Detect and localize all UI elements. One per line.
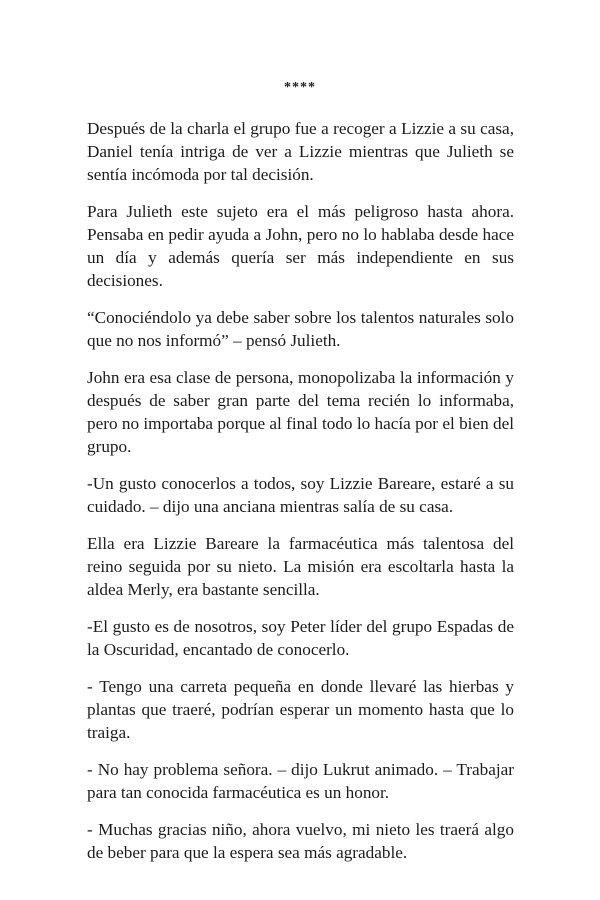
paragraph: Después de la charla el grupo fue a recoger a Lizzie a su casa, Daniel tenía intriga de ver a Lizzie mientras que Julieth se sentía incómoda por tal decisión. bbox=[87, 119, 514, 184]
paragraph: “Conociéndolo ya debe saber sobre los talentos naturales solo que no nos informó” – pensó Julieth. bbox=[87, 308, 514, 350]
paragraph: - Muchas gracias niño, ahora vuelvo, mi nieto les traerá algo de beber para que la espera sea más agradable. bbox=[87, 820, 514, 862]
paragraph: Ella era Lizzie Bareare la farmacéutica más talentosa del reino seguida por su nieto. La misión era escoltarla hasta la aldea Merly, era bastante sencilla. bbox=[87, 534, 514, 599]
paragraph: - No hay problema señora. – dijo Lukrut animado. – Trabajar para tan conocida farmacéutica es un honor. bbox=[87, 760, 514, 802]
section-separator: **** bbox=[284, 80, 316, 95]
paragraph: -El gusto es de nosotros, soy Peter líder del grupo Espadas de la Oscuridad, encantado de conocerlo. bbox=[87, 617, 514, 659]
paragraph: - Tengo una carreta pequeña en donde llevaré las hierbas y plantas que traeré, podrían esperar un momento hasta que lo traiga. bbox=[87, 677, 514, 742]
paragraph: -Un gusto conocerlos a todos, soy Lizzie Bareare, estaré a su cuidado. – dijo una anciana mientras salía de su casa. bbox=[87, 474, 514, 516]
page-body bbox=[87, 117, 514, 878]
paragraph: John era esa clase de persona, monopolizaba la información y después de saber gran parte del tema recién lo informaba, pero no importaba porque al final todo lo hacía por el bien del grupo. bbox=[87, 368, 514, 456]
paragraph: Para Julieth este sujeto era el más peligroso hasta ahora. Pensaba en pedir ayuda a John, pero no lo hablaba desde hace un día y además quería ser más independiente en sus decisiones. bbox=[87, 202, 514, 290]
